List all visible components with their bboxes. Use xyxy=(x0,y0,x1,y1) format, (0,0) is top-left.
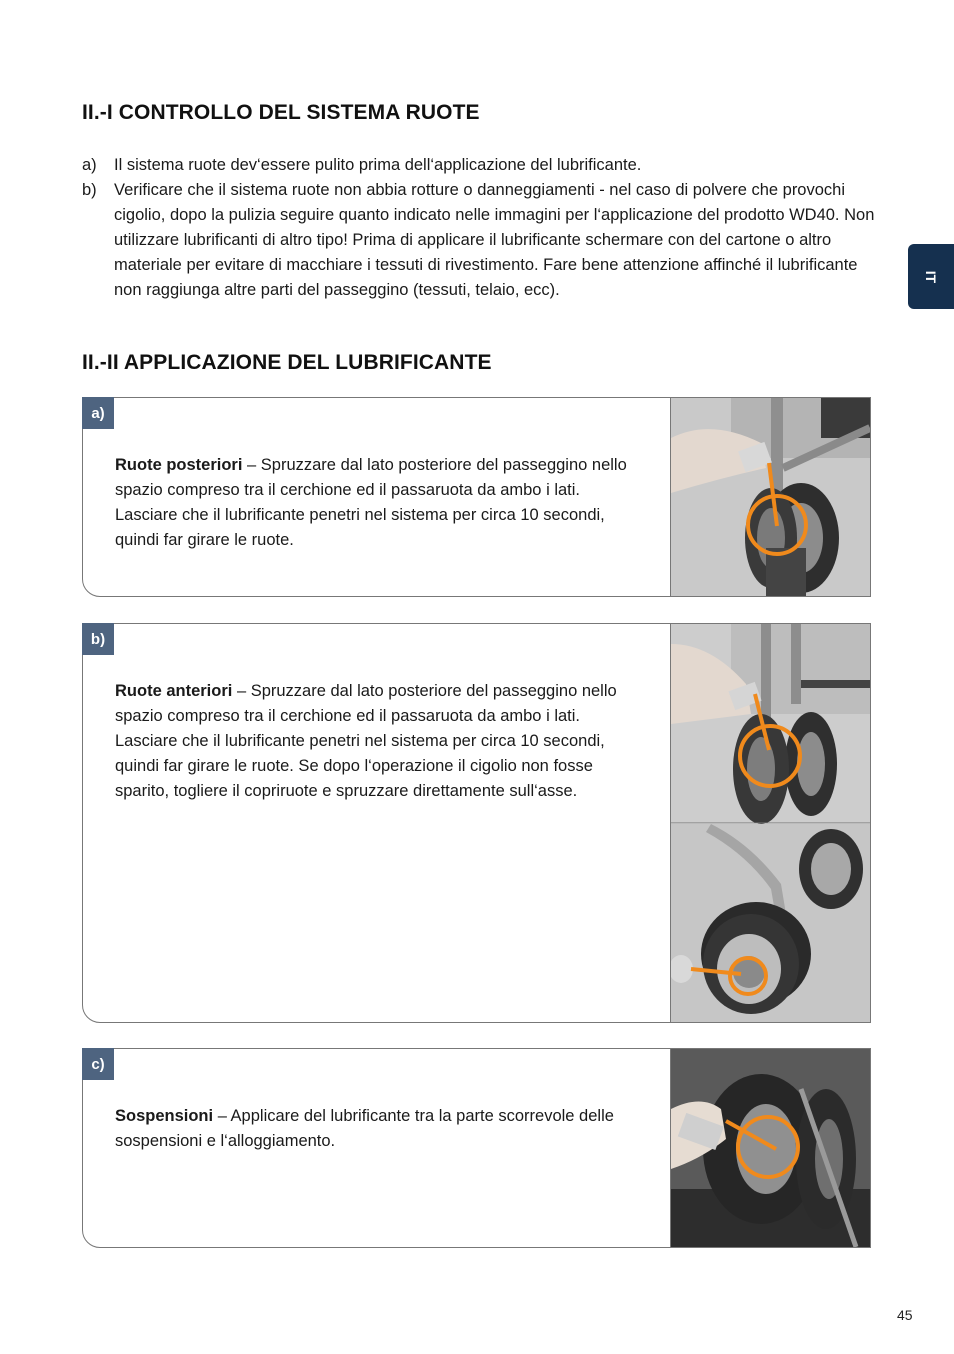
section-title-wheel-check: II.-I CONTROLLO DEL SISTEMA RUOTE xyxy=(82,101,480,124)
wheel-check-list xyxy=(82,153,882,303)
step-text xyxy=(115,453,635,553)
language-tab-label: IT xyxy=(922,270,939,283)
rear-wheel-photo xyxy=(670,398,870,596)
suspension-photo xyxy=(670,1049,870,1247)
step-description: – Spruzzare dal lato posteriore del passeggino nello spazio compreso tra il cerchione ed il passaruota da ambo i lati. Lasciare che il lubrificante penetri nel sistema per circa 10 secondi, quindi far girare le ruote. xyxy=(115,456,627,549)
page-number: 45 xyxy=(897,1307,913,1323)
step-description: – Spruzzare dal lato posteriore del passeggino nello spazio compreso tra il cerchione ed il passaruota da ambo i lati. Lasciare che il lubrificante penetri nel sistema per circa 10 secondi, quindi far girare le ruote. Se dopo l‘operazione il cigolio non fosse sparito, togliere il copriruote e spruzzare direttamente sull‘asse. xyxy=(115,682,617,800)
step-badge: c) xyxy=(82,1048,114,1080)
list-marker: a) xyxy=(82,156,97,174)
step-badge: b) xyxy=(82,623,114,655)
step-description: – Applicare del lubrificante tra la parte scorrevole delle sospensioni e l‘alloggiamento. xyxy=(115,1107,614,1150)
front-wheel-photos xyxy=(670,624,870,1022)
list-item-text: Verificare che il sistema ruote non abbia rotture o danneggiamenti - nel caso di polvere che provochi cigolio, dopo la pulizia seguire quanto indicato nelle immagini per l‘applicazione del prodotto WD40. Non utilizzare lubrificanti di altro tipo! Prima di applicare il lubrificante schermare con del cartone o altro materiale per evitare di macchiare i tessuti di rivestimento. Fare bene attenzione affinché il lubrificante non raggiunga altre parti del passeggino (tessuti, telaio, ecc). xyxy=(114,181,875,299)
step-text xyxy=(115,679,635,804)
list-item xyxy=(82,153,882,178)
step-heading: Ruote anteriori xyxy=(115,682,233,700)
step-heading: Sospensioni xyxy=(115,1107,214,1125)
step-box-rear-wheels xyxy=(82,397,871,597)
list-item xyxy=(82,178,882,303)
list-item-text: Il sistema ruote dev‘essere pulito prima dell‘applicazione del lubrificante. xyxy=(114,156,642,174)
step-badge: a) xyxy=(82,397,114,429)
language-tab xyxy=(908,244,954,309)
section-title-lubricant-application: II.-II APPLICAZIONE DEL LUBRIFICANTE xyxy=(82,351,492,374)
step-heading: Ruote posteriori xyxy=(115,456,243,474)
step-text xyxy=(115,1104,635,1154)
step-box-front-wheels xyxy=(82,623,871,1023)
list-marker: b) xyxy=(82,181,97,199)
step-box-suspensions xyxy=(82,1048,871,1248)
